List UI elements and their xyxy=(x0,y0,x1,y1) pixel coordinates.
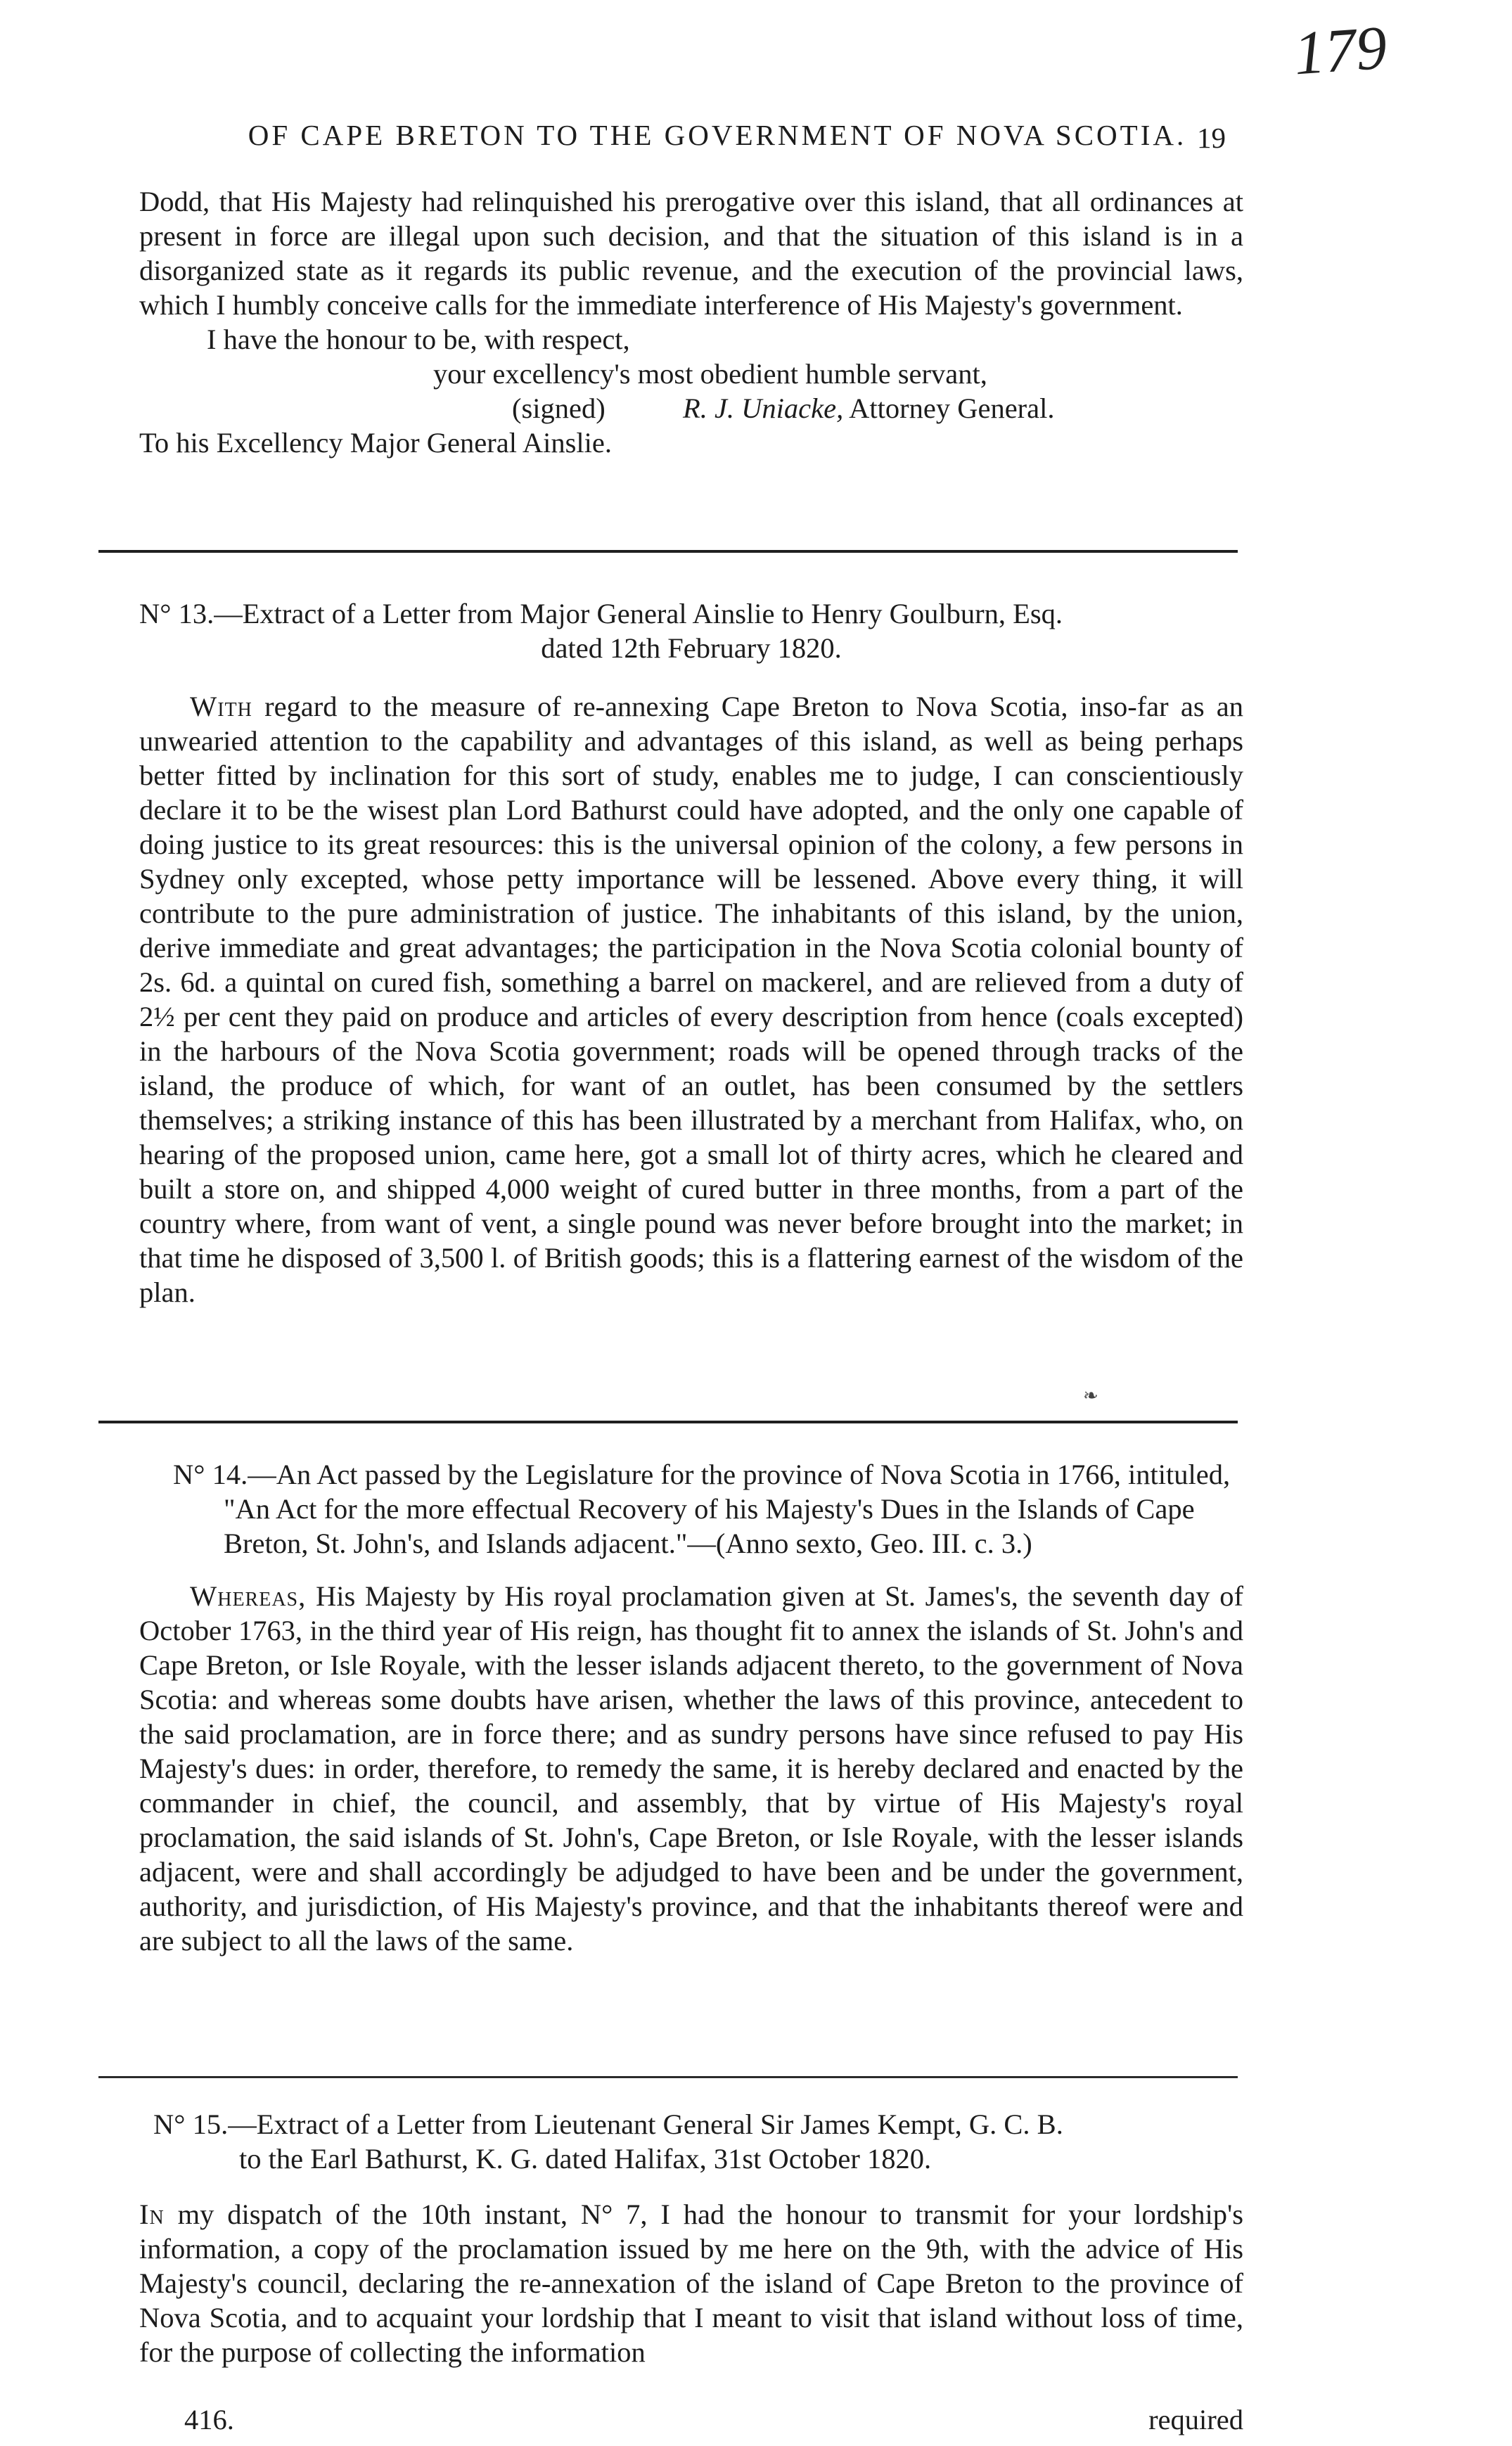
document-13-body-text: regard to the measure of re-annexing Cape Breton to Nova Scotia, inso-far as an unwearied attention to the capability and advantages of this island, as well as being perhaps better fitted by inclination for this sort of study, enables me to judge, I can conscientiously declare it to be the wisest plan Lord Bathurst could have adopted, and the only one capable of doing justice to its great resources: this is the universal opinion of the colony, a few persons in Sydney only excepted, whose petty importance will be lessened. Above every thing, it will contribute to the pure administration of justice. The inhabitants of this island, by the union, derive immediate and great advantages; the participation in the Nova Scotia colonial bounty of 2s. 6d. a quintal on cured fish, something a barrel on mackerel, and are relieved from a duty of 2½ per cent they paid on produce and articles of every description from hence (coals excepted) in the harbours of the Nova Scotia government; roads will be opened through tracks of the island, the produce of which, for want of an outlet, has been consumed by the settlers themselves; a striking instance of this has been illustrated by a merchant from Halifax, who, on hearing of the proposed union, came here, got a small lot of thirty acres, which he cleared and built a store on, and shipped 4,000 weight of cured butter in three months, from a part of the country where, from want of vent, a single pound was never before brought into the market; in that time he disposed of 3,500 l. of British goods; this is a flattering earnest of the wisdom of the plan. xyxy=(139,691,1243,1308)
letter-closing-line2: your excellency's most obedient humble servant, xyxy=(433,358,987,390)
printer-ornament-icon: ❧ xyxy=(1083,1385,1098,1406)
document-15-body xyxy=(139,2197,1243,2369)
letter-addressee: To his Excellency Major General Ainslie. xyxy=(139,427,612,459)
section-divider xyxy=(98,1421,1238,1423)
manuscript-folio-number: 179 xyxy=(1291,13,1390,89)
document-13-date: dated 12th February 1820. xyxy=(541,632,842,664)
document-14-body xyxy=(139,1579,1243,1958)
letter-closing: I have the honour to be, with respect, xyxy=(207,324,630,355)
document-14-heading: N° 14.—An Act passed by the Legislature for the province of Nova Scotia in 1766, intituled, "An Act for the more effectual Recovery of his Majesty's Dues in the Islands of Cape Breton, St. John's, and Islands adjacent."—(Anno sexto, Geo. III. c. 3.) xyxy=(173,1459,1231,1559)
page-footer xyxy=(139,2403,1243,2436)
document-14-body-text: His Majesty by His royal proclamation given at St. James's, the seventh day of October 1763, in the third year of His reign, has thought fit to annex the islands of St. John's and Cape Breton, or Isle Royale, with the lesser islands adjacent thereto, to the government of Nova Scotia: and whereas some doubts have arisen, whether the laws of this province, antecedent to the said proclamation, are in force there; and as sundry persons have since refused to pay His Majesty's dues: in order, therefore, to remedy the same, it is hereby declared and enacted by the commander in chief, the council, and assembly, that by virtue of His Majesty's royal proclamation, the said islands of St. John's, Cape Breton, or Isle Royale, with the lesser islands adjacent, were and shall accordingly be adjudged to have been and be under the government, authority, and jurisdiction, of His Majesty's province, and that the inhabitants thereof were and are subject to all the laws of the same. xyxy=(139,1580,1244,1957)
page-number: 19 xyxy=(1197,122,1226,154)
section-divider xyxy=(98,2076,1238,2078)
document-13-heading: N° 13.—Extract of a Letter from Major General Ainslie to Henry Goulburn, Esq. xyxy=(139,598,1063,629)
signer-name: R. J. Uniacke, xyxy=(682,392,844,424)
document-15 xyxy=(139,2107,1243,2369)
letter-continuation-text: Dodd, that His Majesty had relinquished his prerogative over this island, that all ordinances at present in force are illegal upon such decision, and that the situation of this island is in a disorganized state as it regards its public revenue, and the execution of the provincial laws, which I humbly conceive calls for the immediate interference of His Majesty's government. xyxy=(139,186,1243,321)
document-14 xyxy=(139,1457,1243,1958)
document-13-body xyxy=(139,689,1243,1310)
document-13 xyxy=(139,596,1243,1310)
document-15-body-text: my dispatch of the 10th instant, N° 7, I had the honour to transmit for your lordship's information, a copy of the proclamation issued by me here on the 9th, with the advice of His Majesty's council, declaring the re-annexation of the island of Cape Breton to the province of Nova Scotia, and to acquaint your lordship that I meant to visit that island without loss of time, for the purpose of collecting the information xyxy=(139,2198,1244,2368)
signature-mark: 416. xyxy=(184,2404,234,2435)
signature-line xyxy=(139,391,1243,425)
document-15-lead-word: In xyxy=(139,2198,165,2230)
document-15-heading: N° 15.—Extract of a Letter from Lieutenant General Sir James Kempt, G. C. B. xyxy=(153,2108,1063,2140)
section-divider xyxy=(98,550,1238,553)
document-14-lead-word: Whereas, xyxy=(190,1580,307,1612)
document-13-lead-word: With xyxy=(190,691,252,722)
document-15-date: to the Earl Bathurst, K. G. dated Halifax, 31st October 1820. xyxy=(239,2143,932,2175)
letter-continuation xyxy=(139,184,1243,460)
running-head: OF CAPE BRETON TO THE GOVERNMENT OF NOVA SCOTIA. xyxy=(248,119,1187,151)
catchword: required xyxy=(1148,2404,1243,2435)
signed-label: (signed) xyxy=(512,392,606,424)
signer-title: Attorney General. xyxy=(849,392,1055,424)
